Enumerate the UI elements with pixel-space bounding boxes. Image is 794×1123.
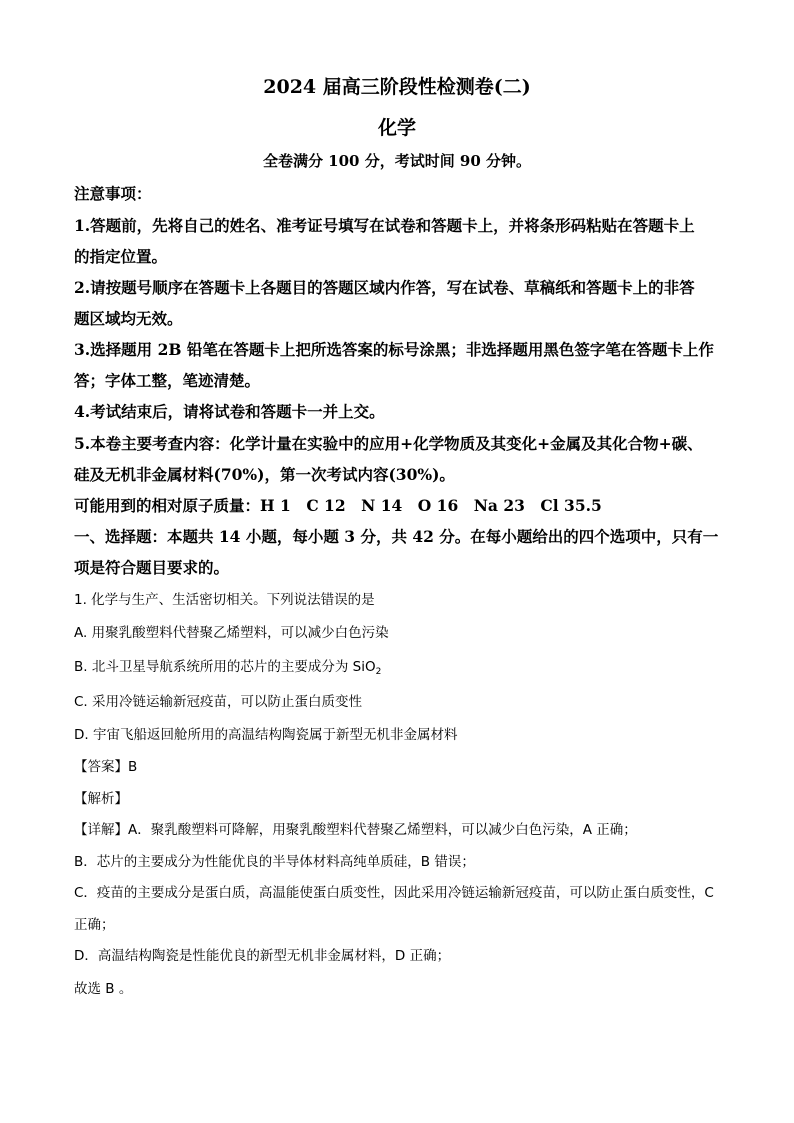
exam-title: 2024 届高三阶段性检测卷(二) xyxy=(263,76,531,98)
answer: 【答案】B xyxy=(74,759,138,775)
notice-item-2-line1: 2.请按题号顺序在答题卡上各题目的答题区域内作答，写在试卷、草稿纸和答题卡上的非答 xyxy=(74,278,695,297)
notice-item-3-line1: 3.选择题用 2B 铅笔在答题卡上把所选答案的标号涂黑；非选择题用黑色签字笔在答题卡上作 xyxy=(74,340,714,359)
notice-item-5-line1: 5.本卷主要考查内容：化学计量在实验中的应用+化学物质及其变化+金属及其化合物+碳、 xyxy=(74,434,703,453)
notice-item-3-line2: 答；字体工整，笔迹清楚。 xyxy=(74,371,261,390)
detail-a: 【详解】A．聚乳酸塑料可降解，用聚乳酸塑料代替聚乙烯塑料，可以减少白色污染，A 正确； xyxy=(74,822,637,838)
notice-item-1-line1: 1.答题前，先将自己的姓名、准考证号填写在试卷和答题卡上，并将条形码粘贴在答题卡上 xyxy=(74,216,695,235)
question-1-option-d: D. 宇宙飞船返回舱所用的高温结构陶瓷属于新型无机非金属材料 xyxy=(74,727,458,743)
section-1-heading-line1: 一、选择题：本题共 14 小题，每小题 3 分，共 42 分。在每小题给出的四个选项中，只有一 xyxy=(74,527,719,546)
question-1-option-a: A. 用聚乳酸塑料代替聚乙烯塑料，可以减少白色污染 xyxy=(74,625,389,641)
detail-c-line1: C．疫苗的主要成分是蛋白质，高温能使蛋白质变性，因此采用冷链运输新冠疫苗，可以防止蛋白质变性，C xyxy=(74,885,714,901)
notice-item-1-line2: 的指定位置。 xyxy=(74,247,168,266)
notice-item-5-line2: 硅及无机非金属材料(70%)，第一次考试内容(30%)。 xyxy=(74,465,455,484)
notice-item-2-line2: 题区域均无效。 xyxy=(74,309,183,328)
subject-title: 化学 xyxy=(377,117,416,139)
section-1-heading-line2: 项是符合题目要求的。 xyxy=(74,558,230,577)
notice-heading: 注意事项： xyxy=(74,184,152,203)
conclusion: 故选 B 。 xyxy=(74,981,133,997)
atomic-masses: 可能用到的相对原子质量：H 1 C 12 N 14 O 16 Na 23 Cl 35.5 xyxy=(74,496,602,515)
option-b-subscript: 2 xyxy=(375,667,382,677)
exam-info: 全卷满分 100 分，考试时间 90 分钟。 xyxy=(262,152,532,170)
question-1-option-c: C. 采用冷链运输新冠疫苗，可以防止蛋白质变性 xyxy=(74,694,363,710)
question-1-option-b xyxy=(74,655,381,677)
detail-d: D．高温结构陶瓷是性能优良的新型无机非金属材料，D 正确； xyxy=(74,948,451,964)
notice-item-4: 4.考试结束后，请将试卷和答题卡一并上交。 xyxy=(74,402,385,421)
detail-c-line2: 正确； xyxy=(74,917,115,933)
detail-b: B．芯片的主要成分为性能优良的半导体材料高纯单质硅，B 错误； xyxy=(74,854,475,870)
option-b-text: B. 北斗卫星导航系统所用的芯片的主要成分为 SiO xyxy=(74,659,376,675)
question-1-stem: 1. 化学与生产、生活密切相关。下列说法错误的是 xyxy=(74,592,375,608)
analysis-label: 【解析】 xyxy=(74,791,128,807)
